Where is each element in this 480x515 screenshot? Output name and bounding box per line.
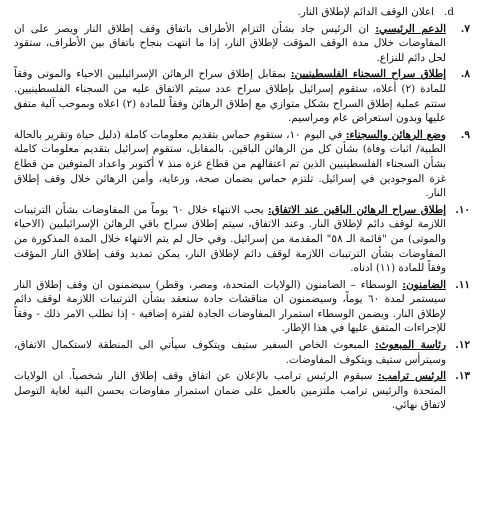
item-body: ان الرئيس جاد بشأن التزام الأطراف باتفاق وقف إطلاق النار ويصر على ان المفاوضات خلال مدة الوقف المؤقت لإطلاق النار، إذا ما انتهت بنجاح باتفاق بين الأطراف، ستقود لحل دائم للنزاع. — [14, 22, 446, 64]
item-title: الرئيس ترامب: — [377, 370, 446, 383]
item-number: ٨. — [460, 68, 470, 81]
item-number: ٩. — [460, 128, 470, 141]
item-number: ١٠. — [455, 203, 470, 216]
item-body: بمقابل إطلاق سراح الرهائن الإسرائيليين الاحياء والموتى وفقاً للمادة (٢) أعلاه، ستقوم إسرائيل بإطلاق سراح عدد سيتم الاتفاق عليه من السجناء الفلسطينيين. ستتم عملية إطلاق السراح بشكل متوازي مع إطلاق الرهائن وفقاً للمادة (٢) اعلاه وبموجب آلية متفق عليها وبدون استعراض عام ومراسيم. — [14, 68, 446, 125]
item-body: يجب الانتهاء خلال ٦٠ يوماً من المفاوضات بشأن الترتيبات اللازمة لوقف دائم لإطلاق النار. وعند الاتفاق، سيتم إطلاق سراح باقي الرهائن الإسرائيليين (الاحياء والموتى) من "قائمة الـ ٥٨" المقدمة من إسرائيل. وفي حال لم يتم الانتهاء خلال المدة المذكورة من المفاوضات بشأن الترتيبات اللازمة لوقف دائم لإطلاق النار، يمكن تمديد وقف إطلاق النار المؤقت وفقاً للمادة (١١) ادناه. — [14, 203, 447, 275]
item-number: ١٣. — [455, 370, 470, 383]
item-body: الوسطاء – الضامنون (الولايات المتحدة، ومصر، وقطر) سيضمنون ان وقف إطلاق النار سيستمر لمدة ٦٠ يوماً، وسيضمنون ان مناقشات جادة ستعقد بشأن الترتيبات اللازمة لوقف دائم لإطلاق النار. ويضمن الوسطاء استمرار المفاوضات الجادة لفترة إضافية - إذا تطلب الامر ذلك - وفقاً للإجراءات المتفق عليها في هذا الإطار. — [14, 278, 446, 335]
item-number: ٧. — [460, 22, 470, 35]
list-item-9 — [14, 128, 470, 201]
item-number: ١٢. — [455, 339, 470, 352]
list-item-12 — [14, 338, 470, 367]
list-item-8 — [14, 67, 470, 125]
item-body: في اليوم ١٠، ستقوم حماس بتقديم معلومات كاملة (دليل حياة وتقرير بالحالة الطبية/ اثبات وفاة) بشأن كل من الرهائن الباقين. بالمقابل، ستقوم إسرائيل بتقديم معلومات كاملة بشأن السجناء الفلسطينيين الذين تم اعتقالهم من قطاع غزة منذ ٧ أكتوبر واعداد المتوفين من قطاع غزة الموجودين في إسرائيل. تلتزم حماس بضمان صحة، ورعاية، وأمن الرهائن خلال وقف إطلاق النار. — [14, 128, 446, 200]
list-item-d — [14, 5, 470, 20]
item-body: المبعوث الخاص السفير ستيف ويتكوف سيأتي الى المنطقة لاستكمال الاتفاق، وسيترأس ستيف ويتكوف المفاوضات. — [14, 339, 446, 366]
list-item-13 — [14, 369, 470, 413]
item-title: إطلاق سراح السجناء الفلسطينيين: — [290, 68, 446, 81]
item-title: الضامنون: — [402, 278, 446, 291]
item-body: اعلان الوقف الدائم لإطلاق النار. — [297, 6, 434, 18]
list-item-7 — [14, 22, 470, 66]
list-item-10 — [14, 203, 470, 276]
item-title: الدعم الرئيسي: — [375, 22, 446, 35]
item-number: ١١. — [455, 278, 470, 291]
list-item-11 — [14, 278, 470, 336]
item-number: d. — [444, 6, 454, 18]
item-title: رئاسة المبعوث: — [374, 339, 446, 352]
item-body: سيقوم الرئيس ترامب بالإعلان عن اتفاق وقف إطلاق النار شخصياً. ان الولايات المتحدة والرئيس ترامب ملتزمين بالعمل على ضمان استمرار مفاوضات بحسن النية لغاية التوصل لاتفاق نهائي. — [14, 370, 446, 412]
item-title: وضع الرهائن والسجناء: — [345, 128, 446, 141]
item-title: إطلاق سراح الرهائن الباقين عند الاتفاق: — [267, 203, 446, 216]
